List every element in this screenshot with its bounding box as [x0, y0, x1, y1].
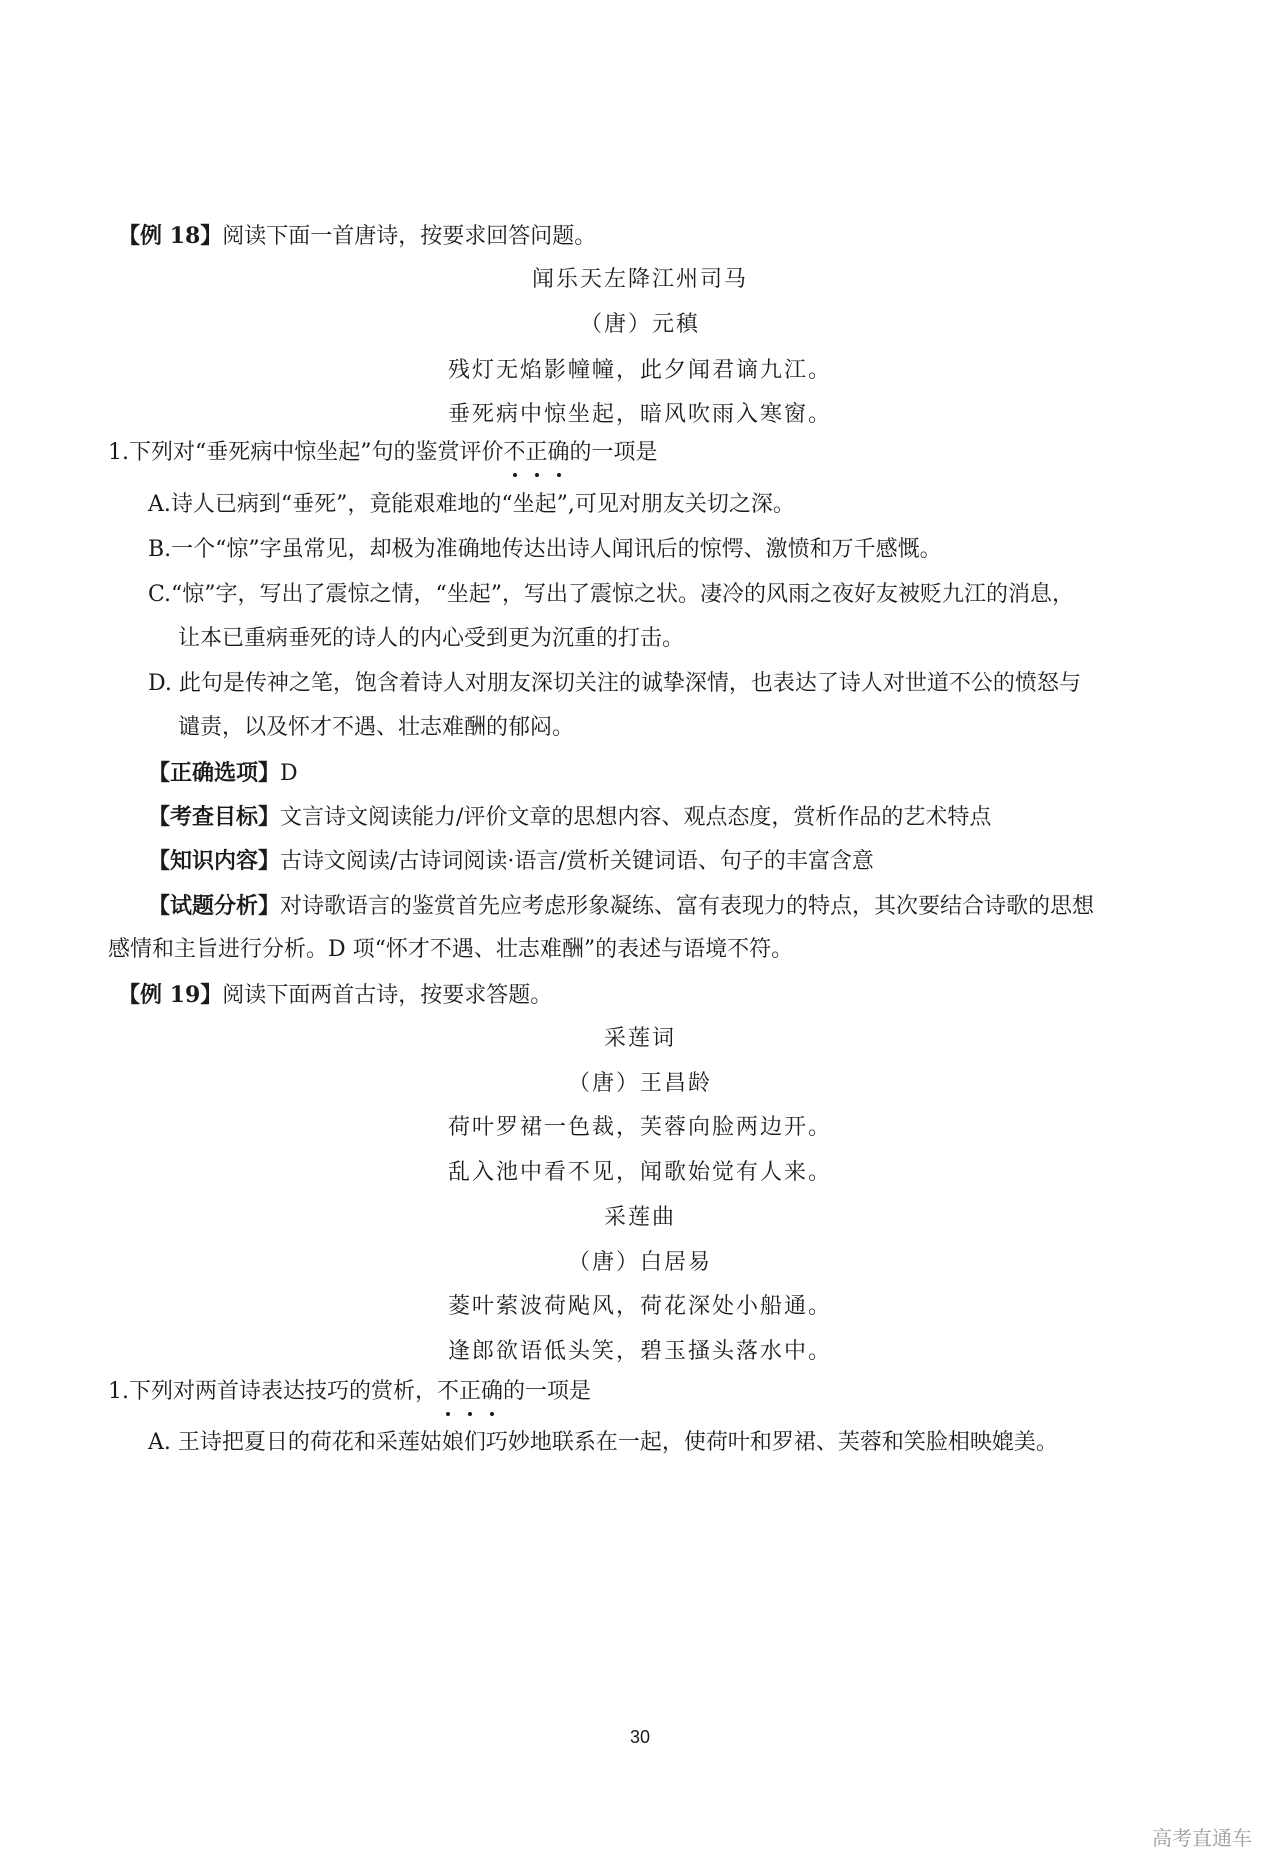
poem-line: 荷叶罗裙一色裁，芙蓉向脸两边开。	[447, 1115, 832, 1140]
knowledge-content-value: 古诗文阅读/古诗词阅读·语言/赏析关键词语、句子的丰富含意	[280, 849, 874, 874]
option-a: A. 王诗把夏日的荷花和采莲姑娘们巧妙地联系在一起，使荷叶和罗裙、芙蓉和笑脸相映媲美。	[148, 1430, 1058, 1455]
knowledge-content-label: 【知识内容】	[148, 848, 281, 874]
page-number: 30	[629, 1727, 651, 1747]
emphasis-char: 确	[548, 438, 570, 468]
option-a: A.诗人已病到“垂死”，竟能艰难地的“坐起”,可见对朋友关切之深。	[148, 492, 795, 517]
poem-line: 逢郎欲语低头笑，碧玉搔头落水中。	[447, 1339, 832, 1364]
option-d: D. 此句是传神之笔，饱含着诗人对朋友深切关注的诚挚深情，也表达了诗人对世道不公的愤怒与	[148, 671, 1081, 696]
option-d-continued: 谴责，以及怀才不遇、壮志难酬的郁闷。	[178, 715, 575, 740]
question-analysis-value: 对诗歌语言的鉴赏首先应考虑形象凝练、富有表现力的特点，其次要结合诗歌的思想	[280, 894, 1095, 919]
correct-answer-value: D	[280, 761, 298, 786]
poem-title: 采莲曲	[603, 1205, 676, 1230]
emphasis-char: 正	[526, 438, 548, 468]
exam-goal-value: 文言诗文阅读能力/评价文章的思想内容、观点态度，赏析作品的艺术特点	[280, 805, 992, 830]
exam-goal	[148, 802, 991, 833]
knowledge-content	[148, 846, 874, 877]
question-analysis-continued: 感情和主旨进行分析。D 项“怀才不遇、壮志难酬”的表述与语境不符。	[108, 937, 794, 962]
exam-goal-label: 【考查目标】	[148, 804, 281, 830]
example-19-heading	[118, 980, 552, 1011]
question-stem	[108, 438, 658, 468]
emphasis-char: 确	[481, 1377, 503, 1407]
question-analysis	[148, 891, 1094, 922]
poem-author: （唐）元稹	[579, 312, 700, 337]
question-text: 的一项是	[503, 1379, 592, 1404]
emphasis-char: 不	[504, 438, 526, 468]
poem-line: 乱入池中看不见，闻歌始觉有人来。	[447, 1160, 832, 1185]
poem-author: （唐）白居易	[567, 1250, 712, 1275]
example-19-label: 【例 19】	[118, 982, 223, 1008]
example-18-heading	[118, 221, 596, 252]
emphasis-char: 正	[459, 1377, 481, 1407]
example-19-intro: 阅读下面两首古诗，按要求答题。	[222, 983, 553, 1008]
question-text: 1.下列对“垂死病中惊坐起”句的鉴赏评价	[108, 440, 504, 465]
correct-answer-label: 【正确选项】	[148, 760, 281, 786]
question-analysis-label: 【试题分析】	[148, 893, 281, 919]
poem-line: 菱叶萦波荷飐风，荷花深处小船通。	[447, 1294, 832, 1319]
watermark-text: 高考直通车	[1152, 1826, 1252, 1850]
question-text: 1.下列对两首诗表达技巧的赏析，	[108, 1379, 437, 1404]
option-b: B.一个“惊”字虽常见，却极为准确地传达出诗人闻讯后的惊愕、激愤和万千感慨。	[148, 537, 942, 562]
poem-author: （唐）王昌龄	[567, 1071, 712, 1096]
example-18-label: 【例 18】	[118, 223, 223, 249]
poem-line: 残灯无焰影幢幢，此夕闻君谪九江。	[447, 358, 832, 383]
example-18-intro: 阅读下面一首唐诗，按要求回答问题。	[222, 224, 597, 249]
option-c: C.“惊”字，写出了震惊之情，“坐起”，写出了震惊之状。凄冷的风雨之夜好友被贬九江的消息，	[148, 582, 1075, 607]
question-stem	[108, 1377, 591, 1407]
poem-title: 闻乐天左降江州司马	[531, 267, 748, 292]
question-text: 的一项是	[569, 440, 658, 465]
emphasis-char: 不	[437, 1377, 459, 1407]
correct-answer	[148, 758, 298, 789]
poem-title: 采莲词	[603, 1026, 676, 1051]
poem-line: 垂死病中惊坐起，暗风吹雨入寒窗。	[447, 402, 832, 427]
option-c-continued: 让本已重病垂死的诗人的内心受到更为沉重的打击。	[178, 626, 685, 651]
